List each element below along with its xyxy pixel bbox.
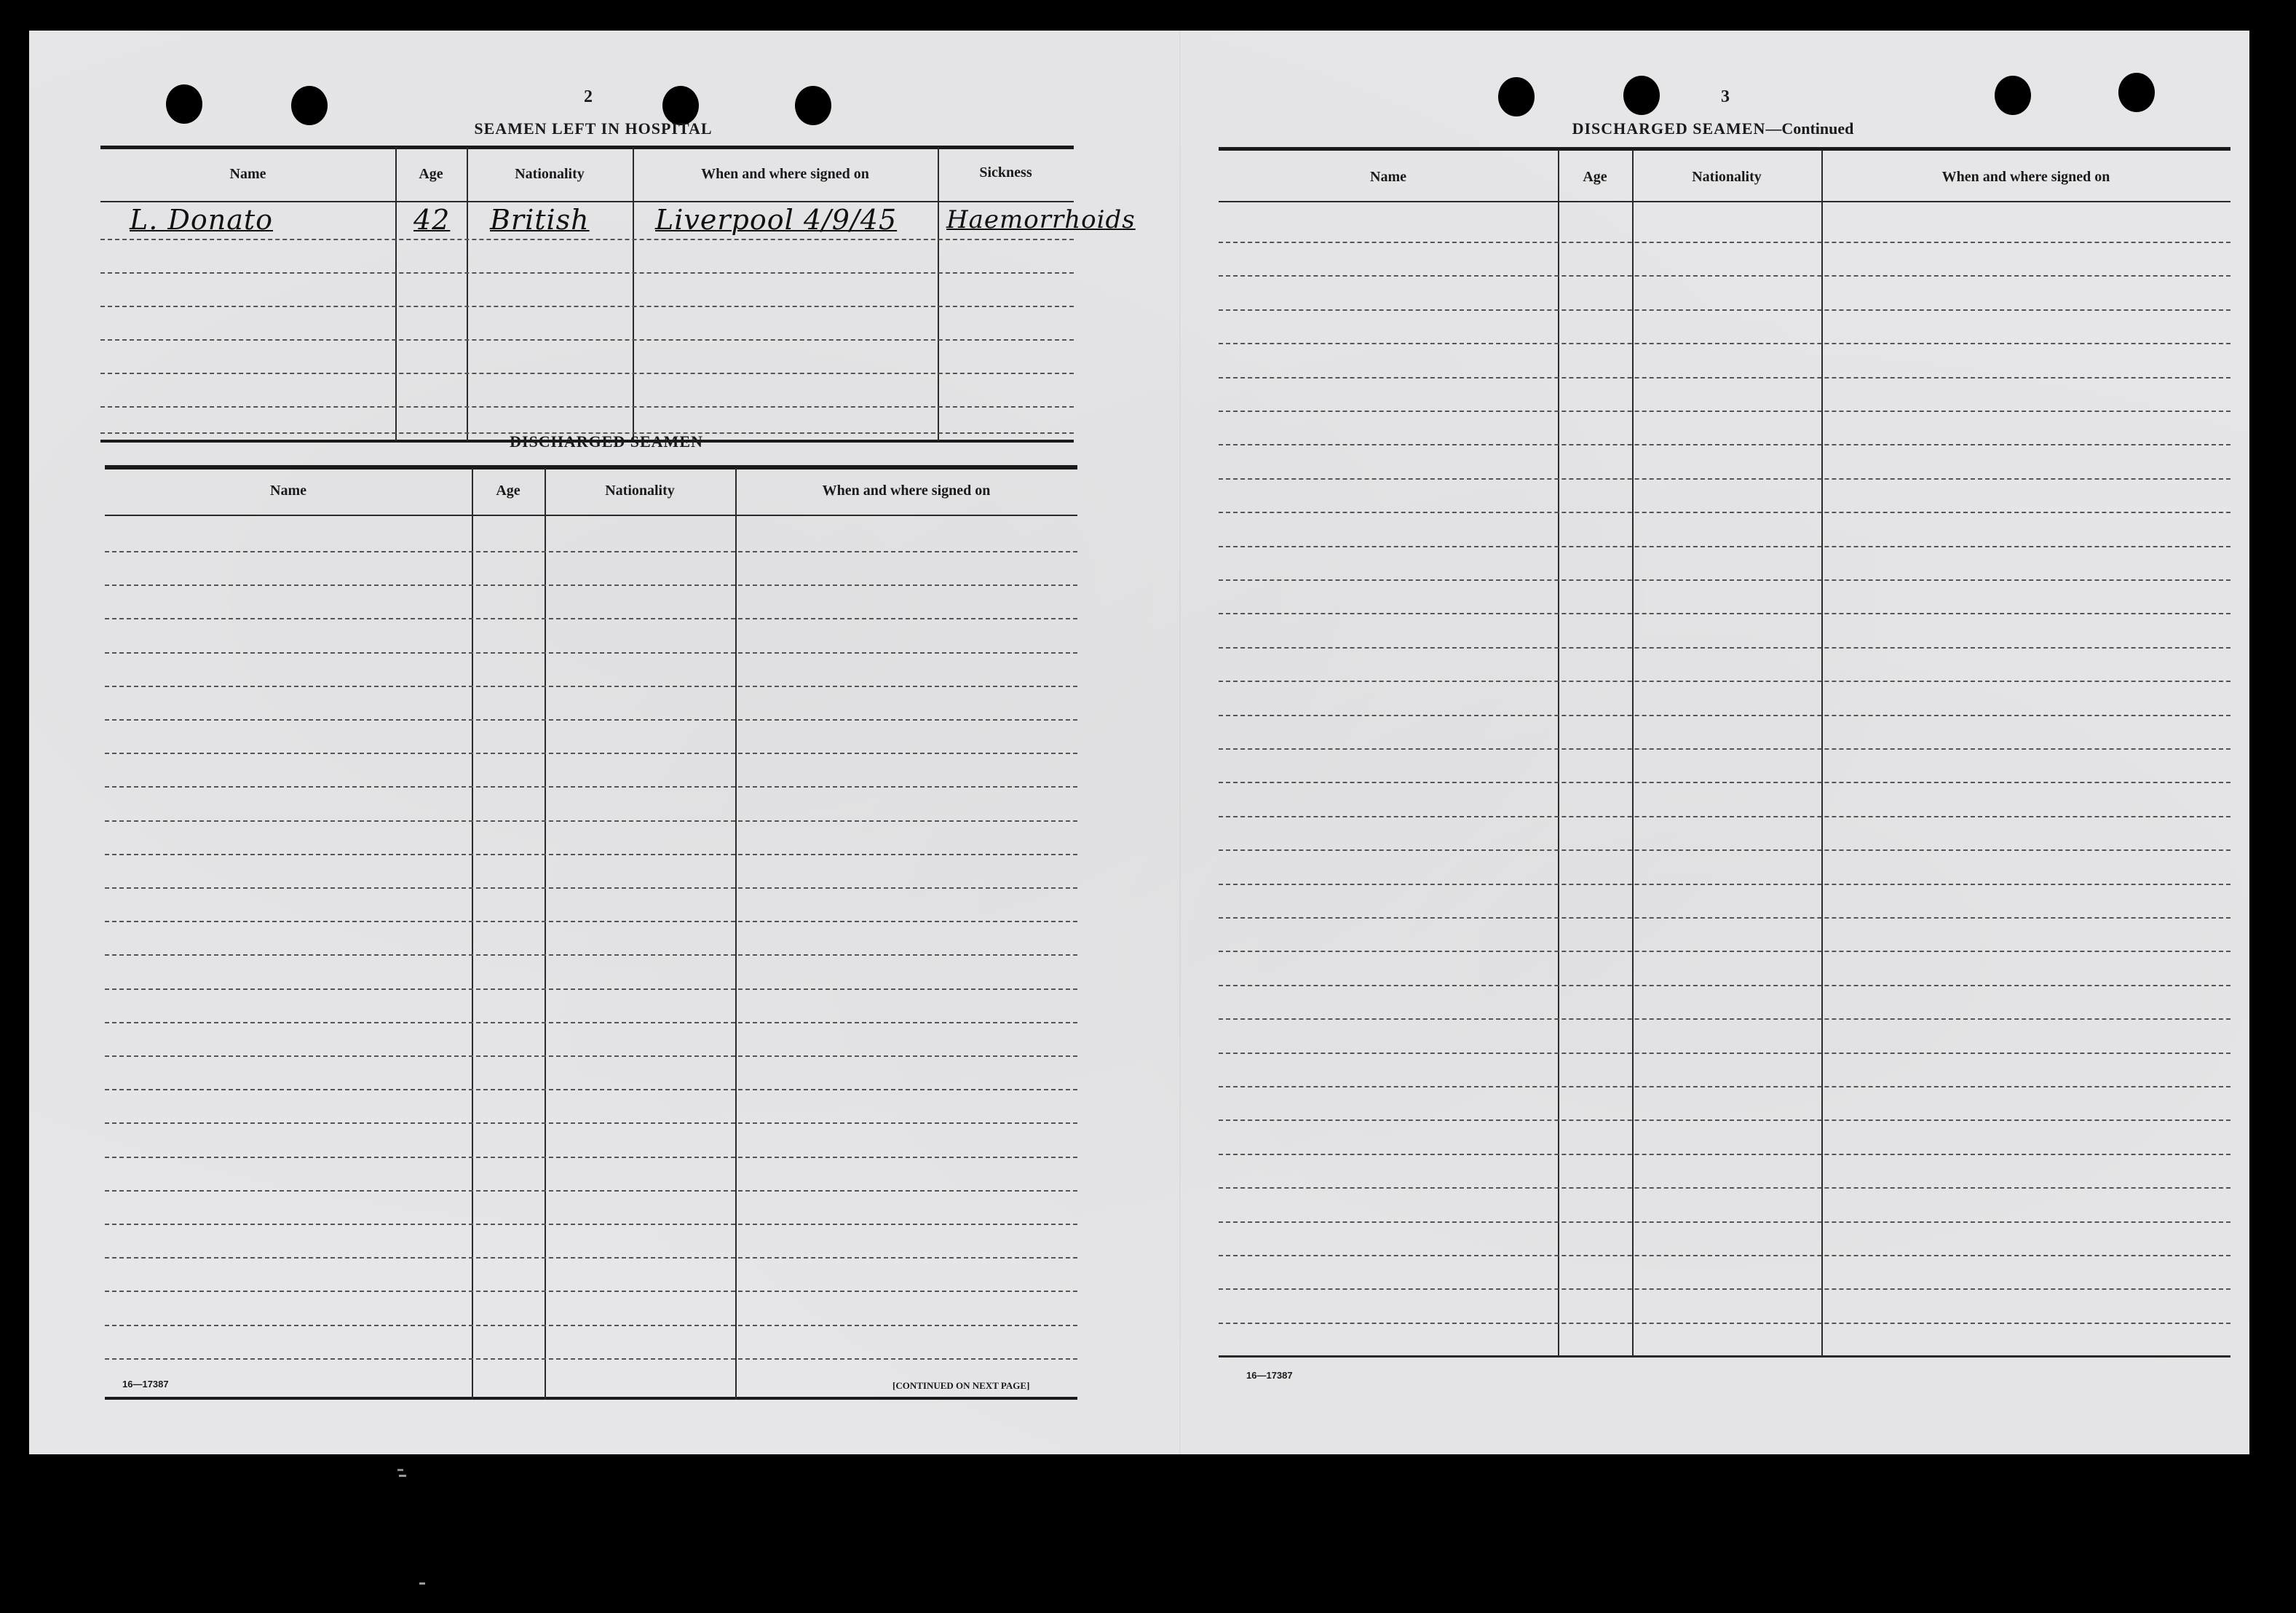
row-line (1219, 579, 2230, 581)
row-line (105, 1325, 1077, 1326)
header-age: Age (419, 166, 443, 182)
row-line (105, 820, 1077, 822)
column-divider (633, 147, 634, 441)
document-sheet (29, 31, 2249, 1454)
entry-name: L. Donato (130, 204, 274, 236)
row-line (105, 584, 1077, 586)
row-line (100, 306, 1074, 307)
row-line (1219, 546, 2230, 547)
row-line (1219, 275, 2230, 277)
entry-nationality: British (490, 204, 590, 236)
punch-hole (1623, 76, 1660, 115)
row-line (1219, 748, 2230, 750)
column-divider (1821, 150, 1823, 1357)
punch-hole (166, 84, 202, 124)
page-number-right: 3 (1721, 87, 1730, 106)
row-line (105, 1190, 1077, 1192)
column-divider (467, 147, 468, 441)
column-divider (545, 468, 546, 1400)
row-line (1219, 715, 2230, 716)
column-divider (1558, 150, 1559, 1357)
row-line (105, 786, 1077, 788)
row-line (1219, 816, 2230, 817)
row-line (1219, 343, 2230, 344)
row-line (1219, 309, 2230, 311)
row-line (105, 686, 1077, 687)
row-line (1219, 951, 2230, 952)
column-divider (472, 468, 473, 1400)
header-signed-on: When and where signed on (701, 166, 869, 182)
row-line (105, 618, 1077, 619)
row-line (105, 1224, 1077, 1225)
entry-age: 42 (413, 204, 451, 236)
punch-hole (1498, 77, 1535, 116)
column-divider (395, 147, 397, 441)
table-top-rule (100, 146, 1074, 149)
hospital-table (100, 146, 1136, 444)
discharged-continued-suffix: —Continued (1765, 119, 1854, 138)
header-sickness: Sickness (979, 165, 1032, 181)
row-line (1219, 1119, 2230, 1121)
row-line (1219, 985, 2230, 986)
row-line (100, 339, 1074, 341)
page-number-left: 2 (584, 87, 593, 106)
row-line (100, 272, 1074, 274)
header-name: Name (270, 483, 306, 499)
row-line (1219, 377, 2230, 379)
table-bottom-rule (1219, 1355, 2230, 1358)
header-age: Age (496, 483, 520, 499)
table-top-rule (105, 465, 1077, 469)
scan-speck (419, 1582, 425, 1585)
row-line (1219, 478, 2230, 480)
row-line (105, 652, 1077, 654)
row-line (105, 1089, 1077, 1090)
column-divider (938, 147, 939, 441)
header-age: Age (1583, 169, 1607, 185)
table-header-rule (105, 515, 1077, 516)
row-line (105, 1122, 1077, 1124)
row-line (105, 854, 1077, 855)
table-bottom-rule (105, 1397, 1077, 1400)
punch-hole (291, 86, 328, 125)
form-number-right: 16—17387 (1246, 1370, 1293, 1381)
discharged-section-title: DISCHARGED SEAMEN (510, 432, 703, 451)
header-nationality: Nationality (1692, 169, 1762, 185)
column-divider (735, 468, 737, 1400)
page-fold (1179, 31, 1181, 1454)
discharged-table (105, 465, 1077, 1403)
row-line (105, 921, 1077, 922)
row-line (100, 239, 1074, 240)
entry-sickness: Haemorrhoids (946, 205, 1136, 234)
entry-signed-on: Liverpool 4/9/45 (655, 204, 898, 236)
row-line (105, 1055, 1077, 1057)
table-top-rule (1219, 147, 2230, 151)
row-line (1219, 444, 2230, 445)
row-line (1219, 613, 2230, 614)
row-line (1219, 782, 2230, 783)
row-line (105, 719, 1077, 721)
row-line (105, 954, 1077, 956)
form-number-left: 16—17387 (122, 1379, 169, 1390)
row-line (105, 1291, 1077, 1292)
scan-speck (397, 1469, 403, 1471)
row-line (1219, 917, 2230, 919)
row-line (1219, 1221, 2230, 1223)
row-line (1219, 681, 2230, 682)
row-line (105, 551, 1077, 552)
row-line (1219, 1053, 2230, 1054)
row-line (1219, 1154, 2230, 1155)
punch-hole (2118, 73, 2155, 112)
row-line (105, 1257, 1077, 1259)
scan-speck (399, 1475, 406, 1477)
table-header-rule (1219, 201, 2230, 202)
continued-note: [CONTINUED ON NEXT PAGE] (892, 1380, 1030, 1391)
punch-hole (795, 86, 831, 125)
column-divider (1632, 150, 1634, 1357)
row-line (105, 988, 1077, 990)
row-line (1219, 884, 2230, 885)
discharged-continued-title (1572, 119, 1854, 138)
row-line (1219, 1323, 2230, 1324)
discharged-continued-table (1219, 147, 2230, 1392)
header-signed-on: When and where signed on (1941, 169, 2110, 185)
header-nationality: Nationality (515, 166, 585, 182)
row-line (1219, 1288, 2230, 1290)
header-name: Name (1370, 169, 1406, 185)
header-signed-on: When and where signed on (822, 483, 991, 499)
header-name: Name (229, 166, 266, 182)
row-line (105, 1022, 1077, 1023)
row-line (1219, 647, 2230, 649)
table-header-rule (100, 201, 1074, 202)
discharged-continued-title-main: DISCHARGED SEAMEN (1572, 119, 1766, 138)
row-line (1219, 1018, 2230, 1020)
row-line (1219, 242, 2230, 243)
hospital-section-title: SEAMEN LEFT IN HOSPITAL (474, 119, 713, 138)
row-line (1219, 849, 2230, 851)
row-line (1219, 1255, 2230, 1256)
row-line (1219, 1086, 2230, 1087)
row-line (105, 887, 1077, 889)
row-line (100, 373, 1074, 374)
row-line (1219, 1187, 2230, 1189)
row-line (100, 406, 1074, 408)
row-line (105, 1157, 1077, 1158)
row-line (105, 753, 1077, 754)
header-nationality: Nationality (605, 483, 675, 499)
row-line (1219, 411, 2230, 412)
row-line (1219, 512, 2230, 513)
row-line (105, 1358, 1077, 1360)
punch-hole (1995, 76, 2031, 115)
